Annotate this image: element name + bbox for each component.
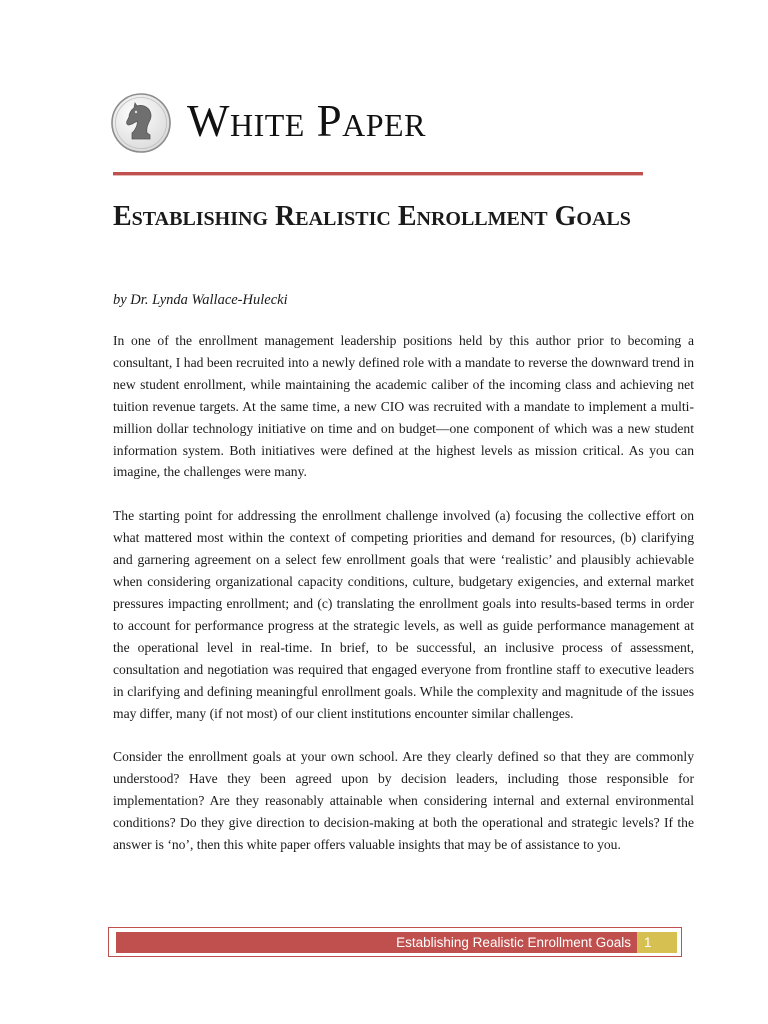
header-divider (113, 172, 643, 175)
page-number: 1 (637, 932, 677, 953)
document-title: Establishing Realistic Enrollment Goals (113, 201, 631, 232)
header-title: White Paper (187, 96, 426, 146)
paragraph: In one of the enrollment management leadership positions held by this author prior to becoming a consultant, I had been recruited into a newly defined role with a mandate to reverse the downward trend in new student enrollment, while maintaining the academic caliber of the incoming class and achieving net tuition revenue targets. At the same time, a new CIO was recruited with a mandate to implement a multi-million dollar technology initiative on time and on budget—one component of which was a new student information system. Both initiatives were defined at the highest levels as mission critical. As you can imagine, the challenges were many. (113, 333, 694, 480)
body-text (113, 330, 694, 878)
author-byline: by Dr. Lynda Wallace-Hulecki (113, 292, 288, 308)
footer-title: Establishing Realistic Enrollment Goals (396, 935, 631, 950)
footer-bar (116, 932, 637, 953)
paragraph: The starting point for addressing the enrollment challenge involved (a) focusing the collective effort on what mattered most within the context of competing priorities and demand for resources, (b) clarifying and garnering agreement on a select few enrollment goals that were ‘realistic’ and plausibly achievable when considering organizational capacity conditions, culture, budgetary exigencies, and external market pressures impacting enrollment; and (c) translating the enrollment goals into results-based terms in order to account for performance progress at the strategic levels, as well as guide performance management at the operational level in real-time. In brief, to be successful, an inclusive process of assessment, consultation and negotiation was required that engaged everyone from frontline staff to executive leaders in clarifying and defining meaningful enrollment goals. While the complexity and magnitude of the issues may differ, many (if not most) of our client institutions encounter similar challenges. (113, 508, 694, 721)
chess-knight-icon (110, 92, 172, 154)
paragraph: Consider the enrollment goals at your own school. Are they clearly defined so that they are commonly understood? Have they been agreed upon by decision leaders, including those responsible for implementation? Are they reasonably attainable when considering internal and external environmental conditions? Do they give direction to decision-making at both the operational and strategic levels? If the answer is ‘no’, then this white paper offers valuable insights that may be of assistance to you. (113, 749, 694, 853)
